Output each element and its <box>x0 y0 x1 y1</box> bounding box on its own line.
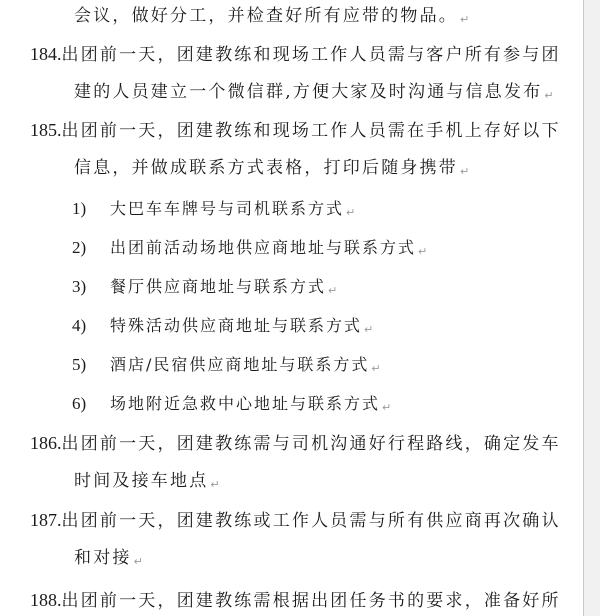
item-text: 信息，并做成联系方式表格，打印后随身携带 <box>74 158 458 178</box>
item-text: 出团前一天，团建教练需根据出团任务书的要求，准备好所 <box>61 591 561 611</box>
paragraph-text: 会议，做好分工，并检查好所有应带的物品。 <box>74 6 458 26</box>
subitem-2 <box>110 237 427 261</box>
subitem-text: 酒店/民宿供应商地址与联系方式 <box>110 355 370 374</box>
subitem-label: 6) <box>72 394 87 413</box>
item-text: 出团前一天，团建教练和现场工作人员需与客户所有参与团 <box>61 45 561 65</box>
paragraph-mark-icon: ↵ <box>460 13 470 26</box>
subitem-label: 4) <box>72 316 87 335</box>
item-text: 出团前一天，团建教练或工作人员需与所有供应商再次确认 <box>61 511 561 531</box>
list-item-187-line1 <box>30 509 561 532</box>
list-item-184-line1 <box>30 43 561 66</box>
paragraph-mark-icon: ↵ <box>544 89 554 102</box>
paragraph-mark-icon: ↵ <box>364 323 374 336</box>
paragraph-continuation <box>74 5 469 29</box>
list-item-185-line1 <box>30 119 561 142</box>
list-item-188-line1 <box>30 589 561 612</box>
subitem-text: 特殊活动供应商地址与联系方式 <box>110 316 363 335</box>
window-gutter <box>584 0 600 616</box>
list-item-187-line2 <box>74 547 143 571</box>
list-item-184-line2 <box>74 81 554 105</box>
list-item-185-line2 <box>74 157 469 181</box>
subitem-3 <box>110 276 337 300</box>
subitem-text: 场地附近急救中心地址与联系方式 <box>110 394 381 413</box>
list-item-186-line2 <box>74 470 220 494</box>
list-item-186-line1 <box>30 432 561 455</box>
item-text: 和对接 <box>74 548 132 568</box>
paragraph-mark-icon: ↵ <box>328 284 338 297</box>
item-number: 185. <box>30 120 62 140</box>
subitem-label: 3) <box>72 277 87 296</box>
item-number: 186. <box>30 433 62 453</box>
subitem-text: 出团前活动场地供应商地址与联系方式 <box>110 238 417 257</box>
subitem-text: 餐厅供应商地址与联系方式 <box>110 277 327 296</box>
paragraph-mark-icon: ↵ <box>346 206 356 219</box>
subitem-label: 2) <box>72 238 87 257</box>
subitem-1 <box>110 198 355 222</box>
paragraph-mark-icon: ↵ <box>382 401 392 414</box>
paragraph-mark-icon: ↵ <box>418 245 428 258</box>
paragraph-mark-icon: ↵ <box>460 165 470 178</box>
subitem-label: 5) <box>72 355 87 374</box>
item-text: 时间及接车地点 <box>74 471 209 491</box>
item-number: 187. <box>30 510 62 530</box>
paragraph-mark-icon: ↵ <box>371 362 381 375</box>
item-text: 建的人员建立一个微信群,方便大家及时沟通与信息发布 <box>74 82 543 102</box>
paragraph-mark-icon: ↵ <box>133 555 143 568</box>
item-number: 184. <box>30 44 62 64</box>
subitem-label: 1) <box>72 199 87 218</box>
item-text: 出团前一天，团建教练和现场工作人员需在手机上存好以下 <box>61 121 561 141</box>
subitem-5 <box>110 354 381 378</box>
subitem-text: 大巴车车牌号与司机联系方式 <box>110 199 345 218</box>
item-number: 188. <box>30 590 62 610</box>
subitem-4 <box>110 315 373 339</box>
paragraph-mark-icon: ↵ <box>210 478 220 491</box>
item-text: 出团前一天，团建教练需与司机沟通好行程路线，确定发车 <box>61 434 561 454</box>
subitem-6 <box>110 393 391 417</box>
